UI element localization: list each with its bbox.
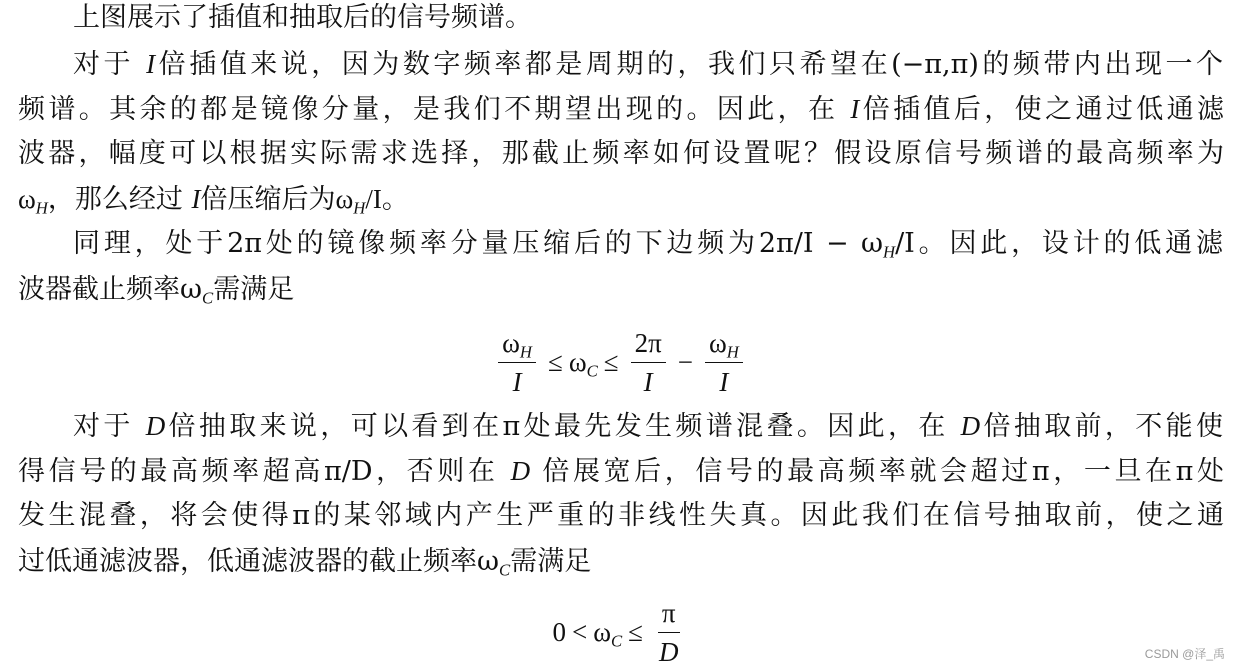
operator: ≤ (603, 346, 619, 377)
denominator: I (512, 366, 522, 397)
text: 上图展示了插值和抽取后的信号频谱。 (73, 2, 532, 33)
text: 需满足 (213, 274, 295, 305)
operator: < (571, 616, 588, 647)
text: 对于 (73, 411, 134, 442)
paragraph-2-line-1 (73, 42, 1223, 87)
omega-symbol: ω (335, 184, 354, 214)
paragraph-4-line-3 (18, 494, 1224, 538)
text: /I。因此，设计的低通滤 (895, 228, 1223, 259)
text: 倍插值来说，因为数字频率都是周期的，我们只希望在(−π,π)的频带内出现一个 (155, 49, 1224, 80)
paragraph-3-line-1 (73, 222, 1223, 266)
numerator: 2π (631, 326, 666, 363)
omega-symbol: ω (708, 327, 727, 358)
denominator: I (643, 366, 653, 397)
subscript: H (353, 198, 366, 218)
omega-symbol: ω (593, 616, 611, 647)
subscript: C (611, 630, 623, 650)
text: 对于 (73, 49, 135, 80)
equation-1 (0, 322, 1241, 402)
subscript: C (586, 360, 598, 380)
numerator: π (658, 596, 680, 633)
zero: 0 (552, 616, 566, 647)
text: 同理，处于2π处的镜像频率分量压缩后的下边频为2π/I − ω (73, 228, 883, 259)
fraction-omega-h-over-i (705, 326, 743, 399)
omega-symbol: ω (568, 346, 587, 377)
paragraph-4-line-4 (18, 540, 1224, 584)
numerator (498, 326, 536, 363)
denominator: I (719, 366, 729, 397)
omega-symbol: ω (18, 184, 36, 214)
variable-d: D (510, 456, 531, 486)
operator: ≤ (628, 616, 643, 647)
text: 倍展宽后，信号的最高频率就会超过π，一旦在π处 (542, 456, 1224, 487)
text: 倍抽取前，不能使 (980, 411, 1224, 442)
variable-d: D (145, 411, 166, 441)
paragraph-2-line-3 (18, 132, 1224, 176)
subscript: H (882, 242, 896, 262)
fraction-pi-over-d (655, 596, 683, 669)
text: 发生混叠，将会使得π的某邻域内产生严重的非线性失真。因此我们在信号抽取前，使之通 (18, 500, 1224, 531)
text: 需满足 (510, 546, 592, 577)
numerator (705, 326, 743, 363)
text: /I。 (365, 184, 409, 214)
text: ，那么经过 (47, 184, 183, 215)
text: 过低通滤波器，低通滤波器的截止频率ω (18, 546, 500, 577)
paragraph-4-line-1 (73, 404, 1223, 449)
text: 得信号的最高频率超高π/D，否则在 (18, 456, 499, 487)
operator: ≤ (548, 346, 563, 377)
fraction-2pi-over-i (631, 326, 666, 399)
omega-symbol: ω (502, 327, 520, 358)
variable-d: D (960, 411, 981, 441)
subscript: C (202, 288, 214, 308)
paragraph-1-line-1 (73, 0, 1223, 40)
omega-c (593, 617, 622, 648)
variable-i: I (146, 49, 156, 79)
paragraph-2-line-4 (18, 177, 1224, 222)
watermark: CSDN @泽_禹 (1144, 647, 1225, 661)
text: 倍压缩后为 (200, 184, 336, 215)
text: 波器，幅度可以根据实际需求选择，那截止频率如何设置呢？假设原信号频谱的最高频率为 (18, 138, 1224, 169)
text: 波器截止频率ω (18, 274, 203, 305)
subscript: H (35, 198, 48, 218)
operator: − (677, 346, 693, 377)
fraction-omega-h-over-i (498, 326, 536, 399)
subscript: H (726, 341, 739, 361)
equation-2 (0, 594, 1241, 670)
variable-i: I (850, 94, 860, 124)
text: 倍插值后，使之通过低通滤 (859, 94, 1224, 125)
denominator: D (659, 636, 679, 667)
subscript: H (519, 341, 532, 361)
omega-c (569, 347, 598, 378)
paragraph-4-line-2 (18, 449, 1224, 494)
text: 频谱。其余的都是镜像分量，是我们不期望出现的。因此，在 (18, 94, 839, 125)
subscript: C (499, 560, 511, 580)
variable-i: I (191, 184, 201, 214)
text: 倍抽取来说，可以看到在π处最先发生频谱混叠。因此，在 (165, 411, 949, 442)
paragraph-2-line-2 (18, 87, 1224, 132)
paragraph-3-line-2 (18, 268, 1224, 312)
